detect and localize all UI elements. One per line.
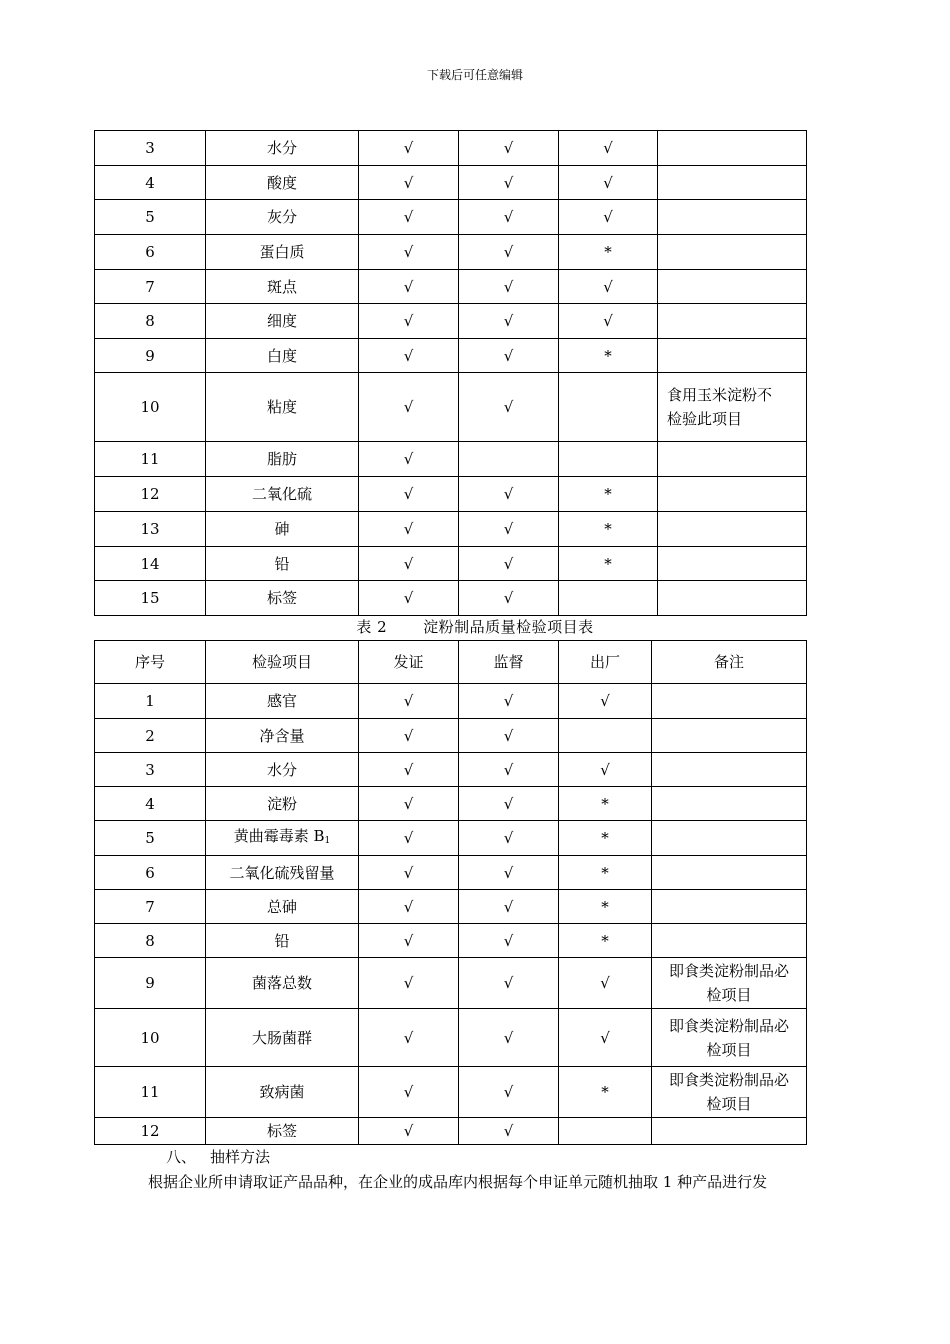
item-name: 水分 xyxy=(206,753,359,787)
cert-mark: √ xyxy=(359,200,459,235)
cert-mark: √ xyxy=(359,270,459,304)
table-2-label: 表 2 xyxy=(356,618,388,636)
supervise-mark: √ xyxy=(459,166,559,200)
remark xyxy=(652,821,807,856)
item-name: 铅 xyxy=(206,547,359,581)
table-row xyxy=(95,373,807,442)
supervise-mark: √ xyxy=(459,373,559,442)
cert-mark: √ xyxy=(359,166,459,200)
factory-mark: √ xyxy=(559,304,658,339)
table-2-title: 淀粉制品质量检验项目表 xyxy=(423,618,594,636)
table-row xyxy=(95,890,807,924)
remark xyxy=(658,131,807,166)
row-number: 10 xyxy=(95,1009,206,1067)
row-number: 4 xyxy=(95,787,206,821)
cert-mark: √ xyxy=(359,235,459,270)
remark xyxy=(658,547,807,581)
item-name: 砷 xyxy=(206,512,359,547)
table-row xyxy=(95,684,807,719)
remark xyxy=(658,166,807,200)
remark xyxy=(658,270,807,304)
item-name: 二氧化硫 xyxy=(206,477,359,512)
supervise-mark: √ xyxy=(459,581,559,616)
supervise-mark xyxy=(459,442,559,477)
remark xyxy=(652,753,807,787)
table-row xyxy=(95,1067,807,1118)
remark xyxy=(652,924,807,958)
item-name: 净含量 xyxy=(206,719,359,753)
remark xyxy=(652,1118,807,1145)
factory-mark: * xyxy=(559,856,652,890)
item-name: 酸度 xyxy=(206,166,359,200)
header-cert: 发证 xyxy=(359,641,459,684)
row-number: 1 xyxy=(95,684,206,719)
header-remark: 备注 xyxy=(652,641,807,684)
table-row xyxy=(95,856,807,890)
supervise-mark: √ xyxy=(459,200,559,235)
supervise-mark: √ xyxy=(459,719,559,753)
factory-mark: * xyxy=(559,339,658,373)
factory-mark: * xyxy=(559,477,658,512)
supervise-mark: √ xyxy=(459,821,559,856)
factory-mark: √ xyxy=(559,958,652,1009)
row-number: 9 xyxy=(95,339,206,373)
cert-mark: √ xyxy=(359,512,459,547)
table-row xyxy=(95,477,807,512)
remark-line: 检验此项目 xyxy=(667,410,743,428)
item-name: 二氧化硫残留量 xyxy=(206,856,359,890)
item-name: 白度 xyxy=(206,339,359,373)
row-number: 3 xyxy=(95,753,206,787)
factory-mark xyxy=(559,719,652,753)
remark xyxy=(652,719,807,753)
item-name: 淀粉 xyxy=(206,787,359,821)
cert-mark: √ xyxy=(359,477,459,512)
item-name xyxy=(206,821,359,856)
remark xyxy=(652,684,807,719)
cert-mark: √ xyxy=(359,304,459,339)
supervise-mark: √ xyxy=(459,856,559,890)
table-row xyxy=(95,958,807,1009)
factory-mark: * xyxy=(559,547,658,581)
table-row xyxy=(95,200,807,235)
factory-mark: √ xyxy=(559,200,658,235)
factory-mark: * xyxy=(559,821,652,856)
remark xyxy=(658,442,807,477)
row-number: 11 xyxy=(95,442,206,477)
cert-mark: √ xyxy=(359,787,459,821)
supervise-mark: √ xyxy=(459,1009,559,1067)
row-number: 13 xyxy=(95,512,206,547)
row-number: 7 xyxy=(95,890,206,924)
row-number: 12 xyxy=(95,477,206,512)
supervise-mark: √ xyxy=(459,1118,559,1145)
row-number: 8 xyxy=(95,924,206,958)
row-number: 5 xyxy=(95,821,206,856)
section-number: 八、 xyxy=(166,1148,197,1166)
cert-mark: √ xyxy=(359,684,459,719)
header-no: 序号 xyxy=(95,641,206,684)
table-row xyxy=(95,787,807,821)
cert-mark: √ xyxy=(359,339,459,373)
table-row xyxy=(95,304,807,339)
row-number: 3 xyxy=(95,131,206,166)
row-number: 2 xyxy=(95,719,206,753)
header-item: 检验项目 xyxy=(206,641,359,684)
supervise-mark: √ xyxy=(459,547,559,581)
item-name: 致病菌 xyxy=(206,1067,359,1118)
factory-mark: √ xyxy=(559,684,652,719)
cert-mark: √ xyxy=(359,373,459,442)
supervise-mark: √ xyxy=(459,753,559,787)
item-name: 总砷 xyxy=(206,890,359,924)
supervise-mark: √ xyxy=(459,270,559,304)
table-row xyxy=(95,270,807,304)
remark-line: 食用玉米淀粉不 xyxy=(667,386,773,404)
row-number: 5 xyxy=(95,200,206,235)
remark xyxy=(652,856,807,890)
cert-mark: √ xyxy=(359,581,459,616)
factory-mark: √ xyxy=(559,166,658,200)
row-number: 9 xyxy=(95,958,206,1009)
remark xyxy=(658,200,807,235)
body-paragraph: 根据企业所申请取证产品品种，在企业的成品库内根据每个申证单元随机抽取 1 种产品进行发 xyxy=(148,1173,768,1191)
remark-line: 检项目 xyxy=(706,1040,752,1059)
table-row xyxy=(95,547,807,581)
factory-mark: * xyxy=(559,924,652,958)
supervise-mark: √ xyxy=(459,512,559,547)
section-title: 抽样方法 xyxy=(210,1148,271,1166)
factory-mark: √ xyxy=(559,270,658,304)
remark xyxy=(658,581,807,616)
item-subscript: 1 xyxy=(324,835,331,846)
item-name: 蛋白质 xyxy=(206,235,359,270)
remark xyxy=(652,1009,807,1067)
remark xyxy=(652,890,807,924)
table-row xyxy=(95,719,807,753)
row-number: 11 xyxy=(95,1067,206,1118)
item-name: 标签 xyxy=(206,581,359,616)
remark xyxy=(652,1067,807,1118)
inspection-items-table-2 xyxy=(94,640,807,1145)
section-heading xyxy=(166,1146,270,1167)
factory-mark xyxy=(559,442,658,477)
remark xyxy=(658,477,807,512)
supervise-mark: √ xyxy=(459,890,559,924)
cert-mark: √ xyxy=(359,1067,459,1118)
cert-mark: √ xyxy=(359,856,459,890)
remark-line: 检项目 xyxy=(706,986,752,1004)
remark xyxy=(652,787,807,821)
table-row xyxy=(95,166,807,200)
cert-mark: √ xyxy=(359,719,459,753)
factory-mark: * xyxy=(559,235,658,270)
remark xyxy=(658,339,807,373)
table-row xyxy=(95,339,807,373)
supervise-mark: √ xyxy=(459,787,559,821)
table-row xyxy=(95,581,807,616)
row-number: 6 xyxy=(95,235,206,270)
remark-line: 检项目 xyxy=(706,1095,752,1113)
remark xyxy=(652,958,807,1009)
cert-mark: √ xyxy=(359,958,459,1009)
item-name: 水分 xyxy=(206,131,359,166)
remark-line: 即食类淀粉制品必 xyxy=(668,962,789,980)
table-row xyxy=(95,1009,807,1067)
factory-mark xyxy=(559,373,658,442)
header-note: 下载后可任意编辑 xyxy=(426,68,523,82)
item-name: 脂肪 xyxy=(206,442,359,477)
factory-mark xyxy=(559,1118,652,1145)
row-number: 15 xyxy=(95,581,206,616)
supervise-mark: √ xyxy=(459,1067,559,1118)
item-name: 灰分 xyxy=(206,200,359,235)
item-name: 粘度 xyxy=(206,373,359,442)
item-name: 细度 xyxy=(206,304,359,339)
factory-mark: √ xyxy=(559,753,652,787)
item-name: 感官 xyxy=(206,684,359,719)
table-2-caption xyxy=(0,616,950,637)
supervise-mark: √ xyxy=(459,304,559,339)
cert-mark: √ xyxy=(359,131,459,166)
factory-mark: √ xyxy=(559,131,658,166)
factory-mark: * xyxy=(559,512,658,547)
row-number: 6 xyxy=(95,856,206,890)
item-name: 斑点 xyxy=(206,270,359,304)
table-row xyxy=(95,512,807,547)
table-row xyxy=(95,753,807,787)
remark-line: 即食类淀粉制品必 xyxy=(668,1016,789,1035)
cert-mark: √ xyxy=(359,890,459,924)
table-header-row xyxy=(95,641,807,684)
remark xyxy=(658,235,807,270)
item-name: 标签 xyxy=(206,1118,359,1145)
table-row xyxy=(95,821,807,856)
row-number: 10 xyxy=(95,373,206,442)
factory-mark: * xyxy=(559,787,652,821)
table-row xyxy=(95,131,807,166)
factory-mark: * xyxy=(559,1067,652,1118)
row-number: 14 xyxy=(95,547,206,581)
cert-mark: √ xyxy=(359,821,459,856)
item-name: 菌落总数 xyxy=(206,958,359,1009)
remark xyxy=(658,304,807,339)
row-number: 4 xyxy=(95,166,206,200)
cert-mark: √ xyxy=(359,1118,459,1145)
table-row xyxy=(95,1118,807,1145)
cert-mark: √ xyxy=(359,442,459,477)
remark xyxy=(658,373,807,442)
item-name: 大肠菌群 xyxy=(206,1009,359,1067)
factory-mark xyxy=(559,581,658,616)
supervise-mark: √ xyxy=(459,339,559,373)
item-name-text: 黄曲霉毒素 B xyxy=(233,826,325,845)
factory-mark: * xyxy=(559,890,652,924)
cert-mark: √ xyxy=(359,753,459,787)
cert-mark: √ xyxy=(359,1009,459,1067)
supervise-mark: √ xyxy=(459,131,559,166)
remark-line: 即食类淀粉制品必 xyxy=(668,1071,789,1089)
row-number: 12 xyxy=(95,1118,206,1145)
table-row xyxy=(95,235,807,270)
remark xyxy=(658,512,807,547)
row-number: 8 xyxy=(95,304,206,339)
supervise-mark: √ xyxy=(459,235,559,270)
factory-mark: √ xyxy=(559,1009,652,1067)
cert-mark: √ xyxy=(359,547,459,581)
inspection-items-table-1 xyxy=(94,130,807,616)
header-supervise: 监督 xyxy=(459,641,559,684)
table-row xyxy=(95,442,807,477)
row-number: 7 xyxy=(95,270,206,304)
supervise-mark: √ xyxy=(459,924,559,958)
supervise-mark: √ xyxy=(459,477,559,512)
cert-mark: √ xyxy=(359,924,459,958)
supervise-mark: √ xyxy=(459,958,559,1009)
supervise-mark: √ xyxy=(459,684,559,719)
table-row xyxy=(95,924,807,958)
item-name: 铅 xyxy=(206,924,359,958)
header-factory: 出厂 xyxy=(559,641,652,684)
